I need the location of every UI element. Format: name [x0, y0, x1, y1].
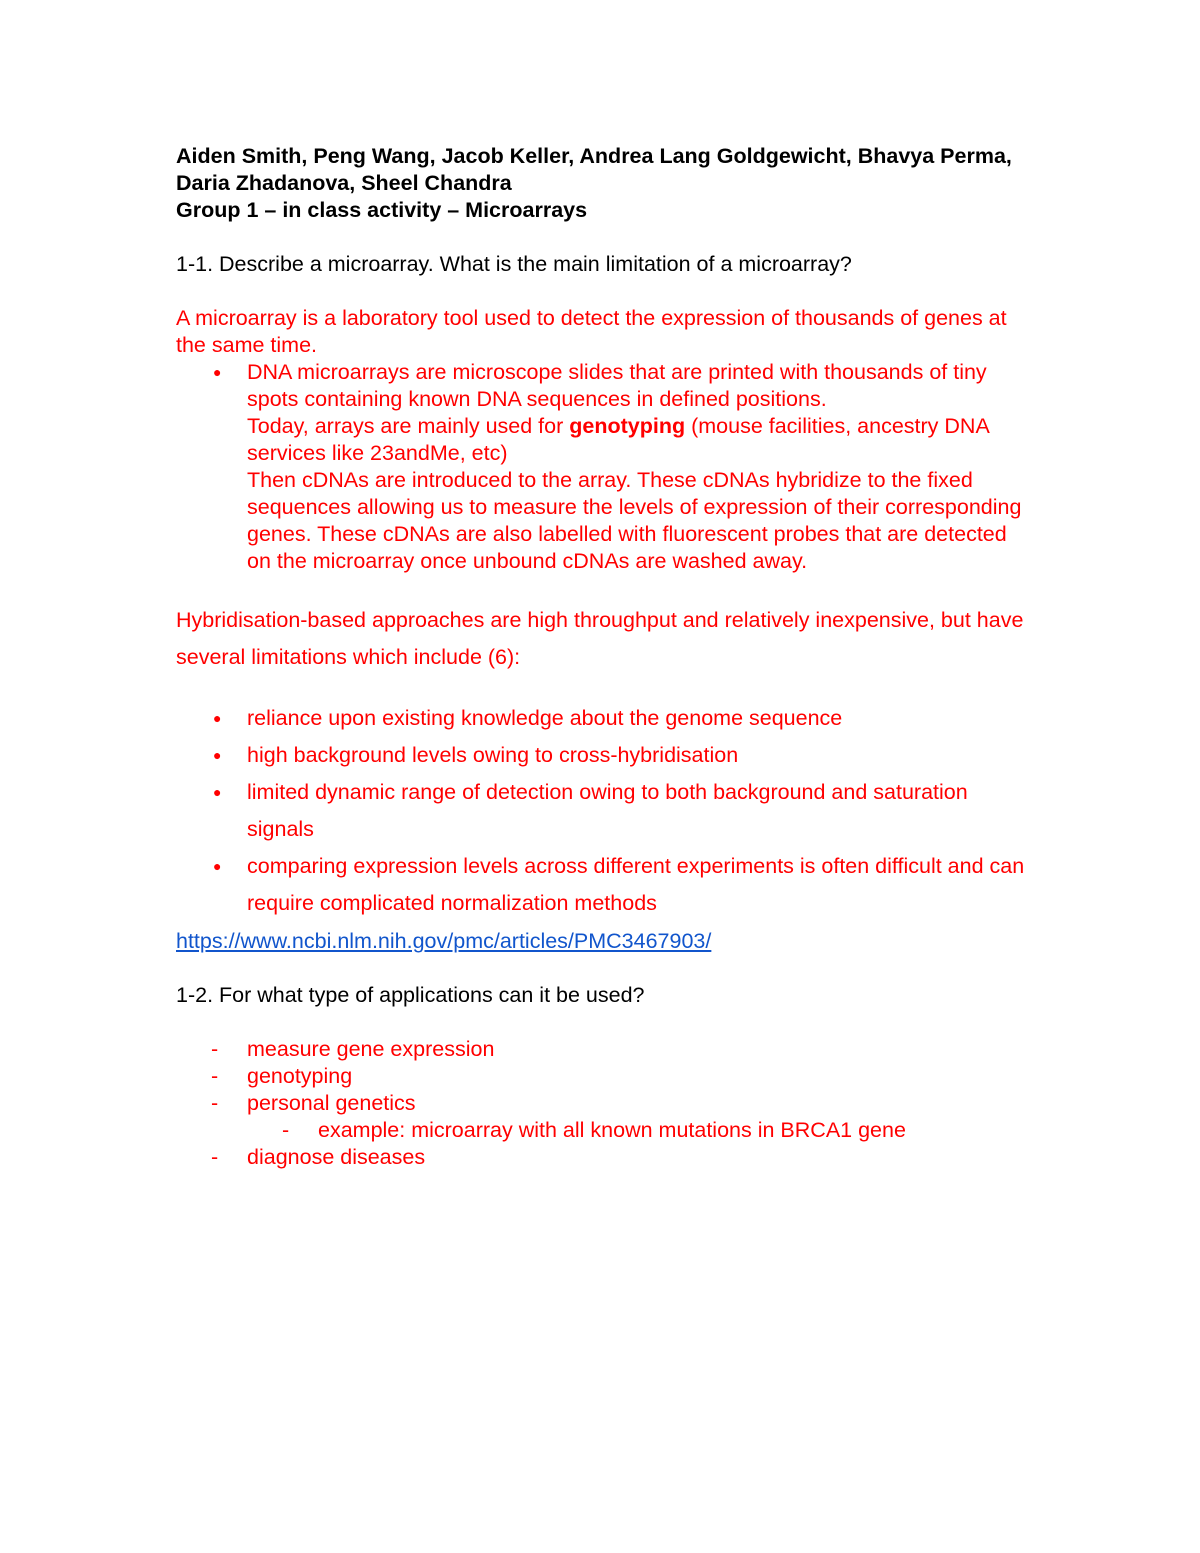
dash-icon: - — [211, 1037, 219, 1061]
answer-bullet-list — [176, 359, 1036, 575]
limitation-text: high background levels owing to cross-hybridisation — [247, 743, 739, 767]
list-item — [176, 1036, 1036, 1063]
limitations-intro: Hybridisation-based approaches are high throughput and relatively inexpensive, but have several limitations which include (6): — [176, 608, 1024, 669]
reference-link[interactable]: https://www.ncbi.nlm.nih.gov/pmc/articles/PMC3467903/ — [176, 929, 712, 953]
bullet-icon: ● — [213, 858, 222, 874]
list-item — [176, 737, 1036, 774]
list-item — [176, 1063, 1036, 1090]
list-item — [176, 774, 1036, 848]
bullet-text-genotyping-pre: Today, arrays are mainly used for — [247, 414, 570, 438]
application-text: measure gene expression — [247, 1037, 495, 1061]
dash-icon: - — [211, 1145, 219, 1169]
answer-intro: A microarray is a laboratory tool used to detect the expression of thousands of genes at the same time. — [176, 306, 1007, 357]
list-item — [176, 1144, 1036, 1171]
keyword-genotyping: genotyping — [569, 414, 686, 438]
application-text: diagnose diseases — [247, 1145, 426, 1169]
question-1-1: 1-1. Describe a microarray. What is the main limitation of a microarray? — [176, 252, 852, 276]
application-text: personal genetics — [247, 1091, 416, 1115]
limitation-text: comparing expression levels across different experiments is often difficult and can require complicated normalization methods — [247, 854, 1025, 915]
list-item — [176, 1090, 1036, 1117]
list-item — [176, 1117, 1036, 1144]
question-1-2: 1-2. For what type of applications can it be used? — [176, 983, 645, 1007]
bullet-text: DNA microarrays are microscope slides that are printed with thousands of tiny spots containing known DNA sequences in defined positions. — [247, 360, 987, 411]
dash-icon: - — [211, 1091, 219, 1115]
bullet-icon: ● — [213, 747, 222, 763]
applications-list — [176, 1036, 1036, 1171]
bullet-text-genotyping-post: (mouse facilities, ancestry DNA services like 23andMe, etc) — [247, 414, 989, 465]
document-subtitle: Group 1 – in class activity – Microarrays — [176, 198, 588, 222]
bullet-icon: ● — [213, 364, 222, 380]
limitations-list — [176, 700, 1036, 922]
dash-icon: - — [282, 1118, 290, 1142]
document-page — [176, 143, 1036, 1171]
bullet-icon: ● — [213, 710, 222, 726]
limitation-text: reliance upon existing knowledge about the genome sequence — [247, 706, 843, 730]
bullet-text-cdna: Then cDNAs are introduced to the array. These cDNAs hybridize to the fixed sequences allowing us to measure the levels of expression of their corresponding genes. These cDNAs are also labelled with fluorescent probes that are detected on the microarray once unbound cDNAs are washed away. — [247, 468, 1022, 573]
list-item — [176, 359, 1036, 575]
application-text: genotyping — [247, 1064, 353, 1088]
dash-icon: - — [211, 1064, 219, 1088]
application-text: example: microarray with all known mutations in BRCA1 gene — [318, 1118, 906, 1142]
list-item — [176, 700, 1036, 737]
authors-line: Aiden Smith, Peng Wang, Jacob Keller, Andrea Lang Goldgewicht, Bhavya Perma, Daria Zhadanova, Sheel Chandra — [176, 144, 1012, 195]
bullet-icon: ● — [213, 784, 222, 800]
limitation-text: limited dynamic range of detection owing to both background and saturation signals — [247, 780, 968, 841]
list-item — [176, 848, 1036, 922]
